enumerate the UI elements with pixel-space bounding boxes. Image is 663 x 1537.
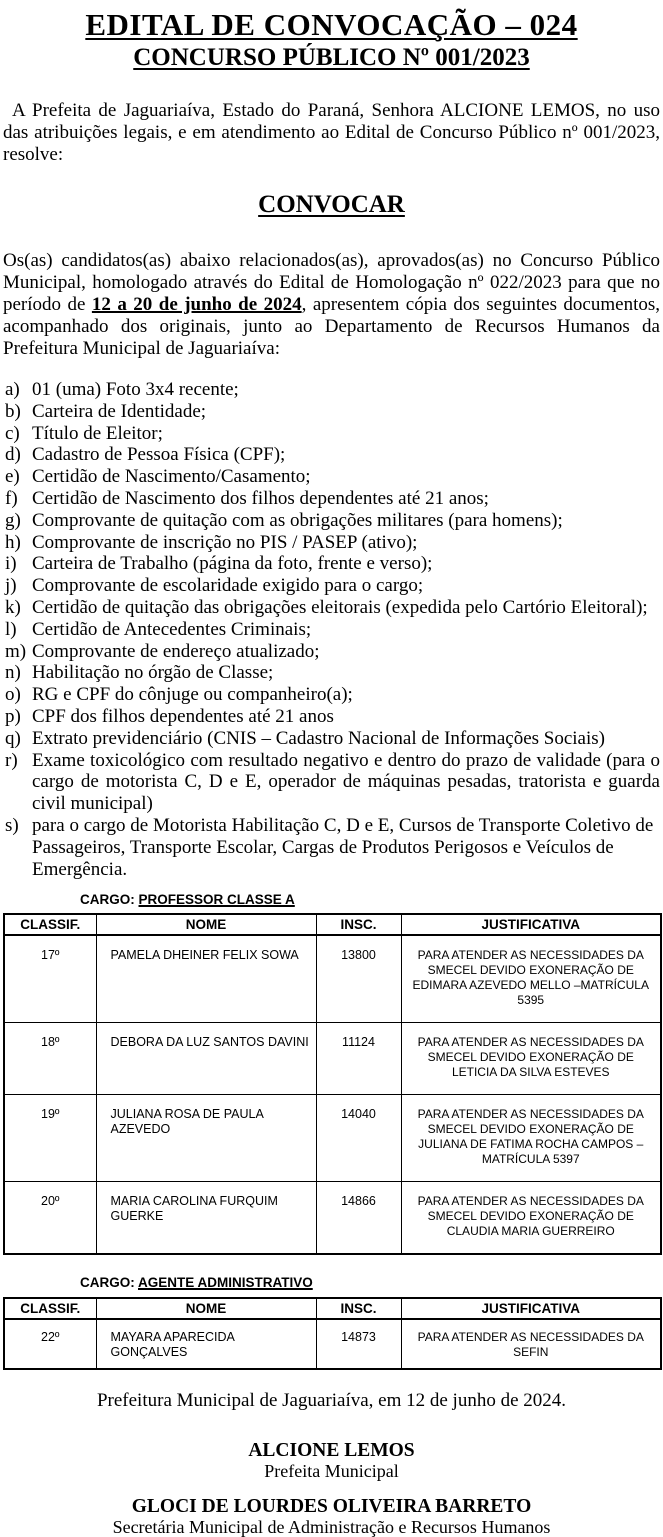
list-marker: j) [5, 575, 17, 597]
list-item-o [3, 684, 660, 706]
required-documents-list [3, 379, 660, 880]
list-text: Certidão de Antecedentes Criminais; [32, 618, 312, 640]
list-marker: d) [5, 444, 21, 466]
column-header-justificativa: JUSTIFICATIVA [401, 914, 661, 935]
cell-insc: 14866 [316, 1182, 401, 1255]
list-marker: s) [5, 814, 19, 836]
list-text: Comprovante de escolaridade exigido para o cargo; [32, 575, 424, 597]
cell-insc: 11124 [316, 1023, 401, 1095]
list-item-p [3, 706, 660, 728]
cell-nome: PAMELA DHEINER FELIX SOWA [96, 935, 316, 1023]
list-text: Comprovante de inscrição no PIS / PASEP (ativo); [32, 531, 418, 553]
dateline: Prefeitura Municipal de Jaguariaíva, em 12 de junho de 2024. [96, 1390, 567, 1412]
list-text: Comprovante de endereço atualizado; [32, 640, 320, 662]
list-marker: e) [5, 466, 20, 488]
list-text: RG e CPF do cônjuge ou companheiro(a); [32, 684, 353, 706]
cell-classif: 18º [4, 1023, 96, 1095]
cell-classif: 22º [4, 1319, 96, 1369]
cell-justificativa: PARA ATENDER AS NECESSIDADES DA SMECEL DEVIDO EXONERAÇÃO DE LETICIA DA SILVA ESTEVES [401, 1023, 661, 1095]
cell-classif: 19º [4, 1095, 96, 1182]
list-marker: q) [5, 727, 21, 749]
list-text: 01 (uma) Foto 3x4 recente; [32, 379, 239, 400]
cell-justificativa: PARA ATENDER AS NECESSIDADES DA SMECEL DEVIDO EXONERAÇÃO DE CLAUDIA MARIA GUERREIRO [401, 1182, 661, 1255]
signature-block-prefeita [3, 1440, 660, 1481]
list-marker: p) [5, 705, 21, 727]
cell-nome: DEBORA DA LUZ SANTOS DAVINI [96, 1023, 316, 1095]
cell-classif: 20º [4, 1182, 96, 1255]
list-marker: l) [5, 618, 17, 640]
table-header-row [4, 914, 661, 935]
signature-block-secretaria [3, 1496, 660, 1537]
signatory-name: GLOCI DE LOURDES OLIVEIRA BARRETO [131, 1496, 532, 1518]
document-subtitle-text: CONCURSO PÚBLICO Nº 001/2023 [133, 44, 530, 71]
list-item-b [3, 401, 660, 423]
document-title [3, 6, 660, 43]
cargo-label: CARGO: [80, 892, 135, 908]
list-marker: f) [5, 487, 18, 509]
table-row [4, 1023, 661, 1095]
list-marker: h) [5, 531, 21, 553]
cargo-heading-professor [80, 892, 660, 908]
roster-table-professor [3, 913, 662, 1255]
cargo-value: PROFESSOR CLASSE A [138, 892, 295, 908]
convocation-period: 12 a 20 de junho de 2024 [91, 294, 302, 315]
list-text: Habilitação no órgão de Classe; [32, 662, 274, 684]
list-item-m [3, 641, 660, 663]
list-marker: g) [5, 509, 21, 531]
list-item-f [3, 488, 660, 510]
table-row [4, 935, 661, 1023]
cargo-heading-agente [80, 1275, 660, 1291]
list-item-e [3, 466, 660, 488]
list-text: Certidão de quitação das obrigações eleitorais (expedida pelo Cartório Eleitoral); [32, 596, 648, 618]
list-marker: r) [5, 749, 18, 771]
list-text: Título de Eleitor; [32, 422, 163, 444]
intro-paragraph: A Prefeita de Jaguariaíva, Estado do Paraná, Senhora ALCIONE LEMOS, no uso das atribuições legais, e em atendimento ao Edital de Concurso Público nº 001/2023, resolve: [3, 100, 660, 165]
cell-nome: JULIANA ROSA DE PAULA AZEVEDO [96, 1095, 316, 1182]
paragraph-text-before: Os(as) candidatos(as) abaixo relacionados(as), aprovados(as) no Concurso Público Municipal, homologado através do Edital de Homologação nº 022/2023 para que no período de [3, 250, 660, 315]
convocation-paragraph [3, 250, 660, 360]
table-header-row [4, 1298, 661, 1319]
list-text: Exame toxicológico com resultado negativo e dentro do prazo de validade (para o cargo de motorista C, D e E, operador de máquinas pesadas, tratorista e guarda civil municipal) [32, 749, 660, 815]
list-text: Carteira de Identidade; [32, 400, 207, 422]
list-marker: k) [5, 596, 21, 618]
cell-insc: 13800 [316, 935, 401, 1023]
list-text: Extrato previdenciário (CNIS – Cadastro Nacional de Informações Sociais) [32, 727, 605, 749]
column-header-nome: NOME [96, 914, 316, 935]
list-text: Carteira de Trabalho (página da foto, frente e verso); [32, 553, 433, 575]
column-header-classif: CLASSIF. [4, 914, 96, 935]
signatory-role: Prefeita Municipal [264, 1461, 399, 1482]
table-row [4, 1182, 661, 1255]
list-marker: b) [5, 400, 21, 422]
list-item-h [3, 532, 660, 554]
list-item-r [3, 750, 660, 815]
list-text: Certidão de Nascimento dos filhos dependentes até 21 anos; [32, 487, 489, 509]
cell-nome: MAYARA APARECIDA GONÇALVES [96, 1319, 316, 1369]
table-row [4, 1095, 661, 1182]
cell-justificativa: PARA ATENDER AS NECESSIDADES DA SMECEL DEVIDO EXONERAÇÃO DE EDIMARA AZEVEDO MELLO –MATRÍCULA 5395 [401, 935, 661, 1023]
list-text: CPF dos filhos dependentes até 21 anos [32, 705, 334, 727]
section-heading [3, 191, 660, 219]
cell-nome: MARIA CAROLINA FURQUIM GUERKE [96, 1182, 316, 1255]
list-marker: a) [5, 379, 20, 400]
paragraph-text-after: , apresentem cópia dos seguintes documentos, acompanhado dos originais, junto ao Departamento de Recursos Humanos da Prefeitura Municipal de Jaguariaíva: [3, 294, 660, 359]
column-header-justificativa: JUSTIFICATIVA [401, 1298, 661, 1319]
list-item-q [3, 728, 660, 750]
signatory-name: ALCIONE LEMOS [248, 1440, 415, 1462]
list-item-i [3, 553, 660, 575]
document-title-text: EDITAL DE CONVOCAÇÃO – 024 [85, 7, 578, 42]
list-item-n [3, 662, 660, 684]
document-subtitle [3, 43, 660, 73]
list-marker: c) [5, 422, 20, 444]
column-header-insc: INSC. [316, 1298, 401, 1319]
cargo-value: AGENTE ADMINISTRATIVO [138, 1275, 313, 1291]
list-marker: n) [5, 662, 21, 684]
list-text: para o cargo de Motorista Habilitação C, D e E, Cursos de Transporte Coletivo de Passageiros, Transporte Escolar, Cargas de Produtos Perigosos e Veículos de Emergência. [32, 814, 654, 880]
list-item-k [3, 597, 660, 619]
cell-justificativa: PARA ATENDER AS NECESSIDADES DA SEFIN [401, 1319, 661, 1369]
list-item-l [3, 619, 660, 641]
cell-insc: 14040 [316, 1095, 401, 1182]
cell-justificativa: PARA ATENDER AS NECESSIDADES DA SMECEL DEVIDO EXONERAÇÃO DE JULIANA DE FATIMA ROCHA CAMPOS – MATRÍCULA 5397 [401, 1095, 661, 1182]
list-item-s [3, 815, 660, 880]
column-header-insc: INSC. [316, 914, 401, 935]
cargo-label: CARGO: [80, 1275, 135, 1291]
list-marker: i) [5, 553, 17, 575]
list-text: Cadastro de Pessoa Física (CPF); [32, 444, 286, 466]
list-text: Certidão de Nascimento/Casamento; [32, 466, 311, 488]
list-marker: m) [5, 640, 27, 662]
list-item-j [3, 575, 660, 597]
cell-classif: 17º [4, 935, 96, 1023]
section-heading-text: CONVOCAR [258, 191, 405, 218]
table-row [4, 1319, 661, 1369]
list-item-c [3, 423, 660, 445]
list-marker: o) [5, 684, 21, 706]
column-header-classif: CLASSIF. [4, 1298, 96, 1319]
cell-insc: 14873 [316, 1319, 401, 1369]
roster-table-agente [3, 1297, 662, 1370]
signatory-role: Secretária Municipal de Administração e Recursos Humanos [112, 1517, 551, 1537]
list-text: Comprovante de quitação com as obrigações militares (para homens); [32, 509, 563, 531]
list-item-g [3, 510, 660, 532]
list-item-a [3, 379, 660, 401]
column-header-nome: NOME [96, 1298, 316, 1319]
list-item-d [3, 444, 660, 466]
